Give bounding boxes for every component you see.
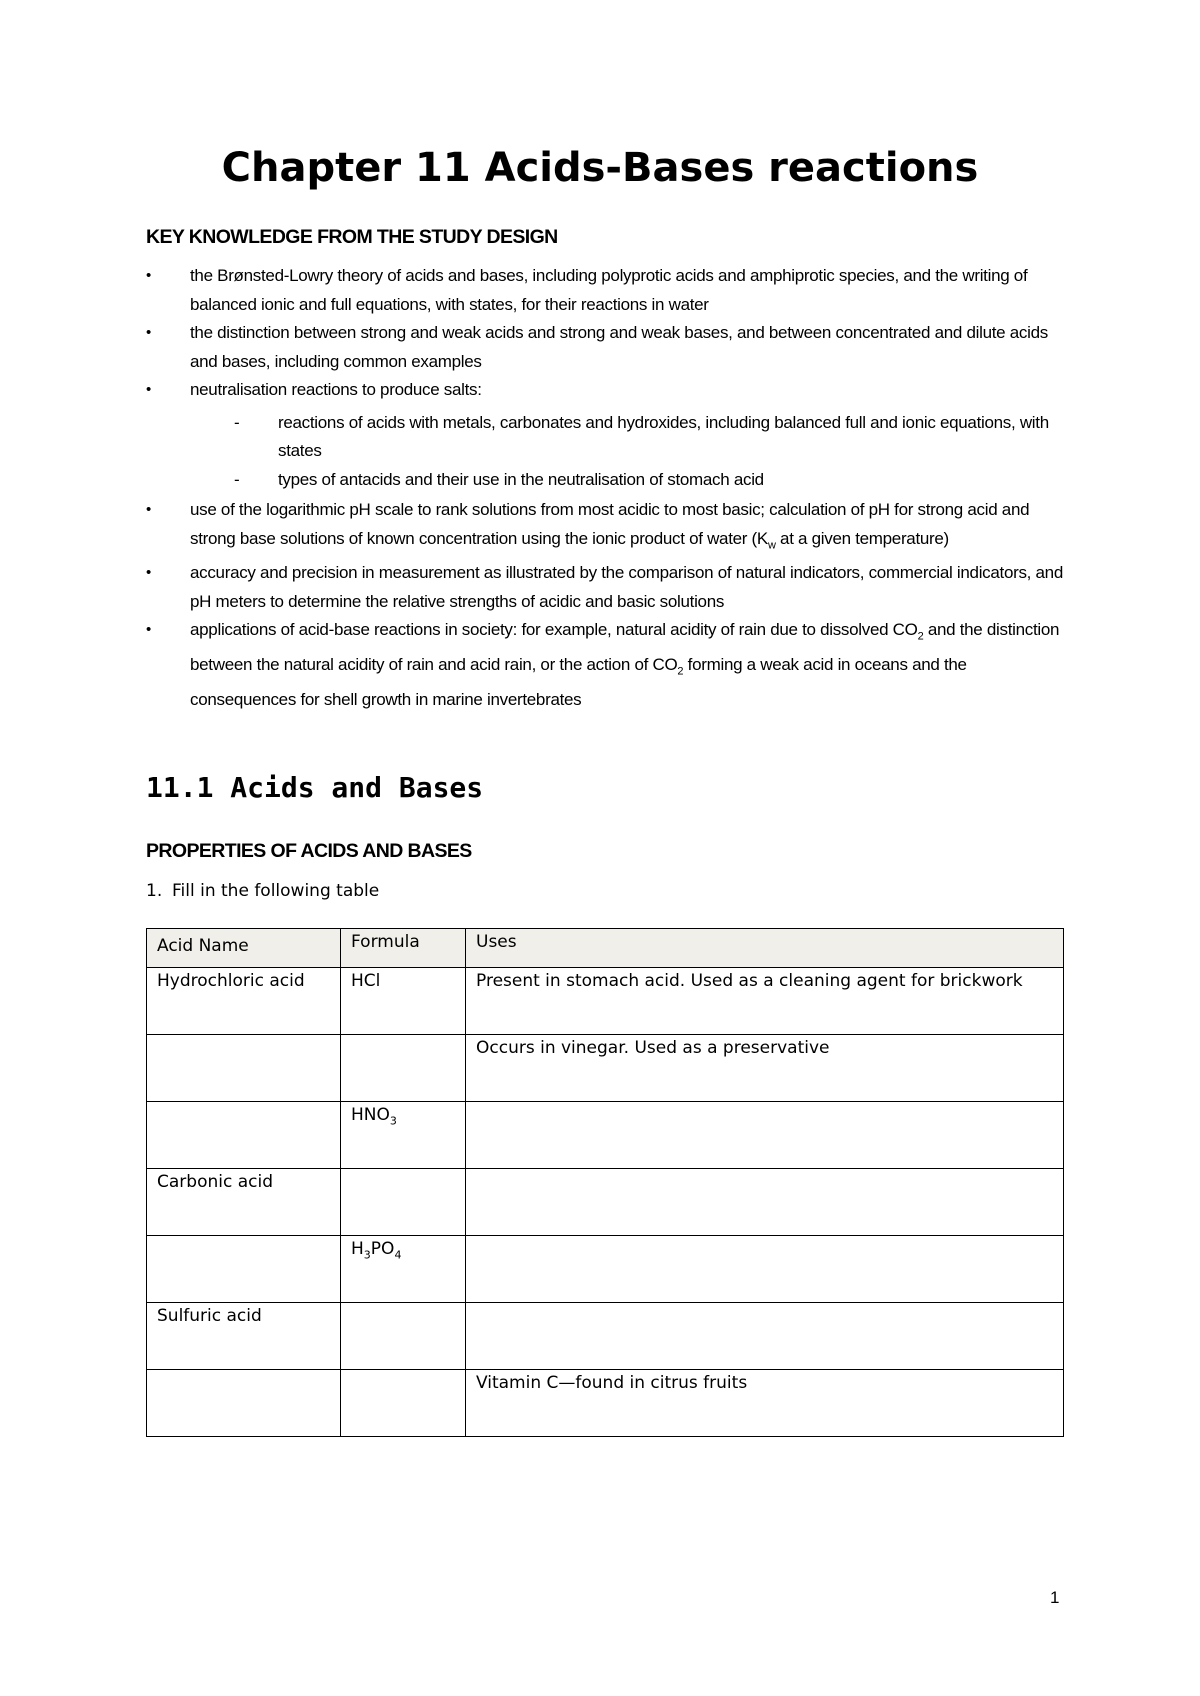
- section-title: 11.1 Acids and Bases: [146, 771, 484, 804]
- cell-uses[interactable]: Vitamin C—found in citrus fruits: [466, 1370, 1064, 1437]
- neutralisation-sublist: [190, 409, 1076, 495]
- instruction-text: Fill in the following table: [172, 881, 380, 901]
- list-item: [146, 496, 1076, 559]
- list-item-text: applications of acid-base reactions in society: for example, natural acidity of rain due to dissolved $CO_2$ and the distinction between the natural acidity of rain and acid rain, or the action of $CO_2$ forming a weak acid in oceans and the consequences for shell growth in marine invertebrates: [190, 620, 1060, 710]
- cell-acid-name[interactable]: Hydrochloric acid: [147, 968, 341, 1035]
- sub-list-item: [190, 466, 1076, 495]
- bullet-icon: •: [146, 621, 151, 639]
- column-header-uses: Uses: [466, 929, 1064, 968]
- table-row: [147, 1035, 1064, 1102]
- list-item-text: accuracy and precision in measurement as illustrated by the comparison of natural indicators, commercial indicators, and pH meters to determine the relative strengths of acidic and basic solutions: [190, 563, 1063, 611]
- cell-acid-name[interactable]: Carbonic acid: [147, 1169, 341, 1236]
- cell-acid-name[interactable]: [147, 1035, 341, 1102]
- cell-acid-name[interactable]: [147, 1236, 341, 1303]
- cell-formula[interactable]: [341, 1370, 466, 1437]
- dash-icon: -: [234, 412, 240, 432]
- cell-acid-name[interactable]: [147, 1102, 341, 1169]
- instruction-number: 1.: [146, 881, 163, 901]
- table-row: [147, 1303, 1064, 1370]
- list-item-text: neutralisation reactions to produce salts:: [190, 380, 482, 399]
- table-row: [147, 1102, 1064, 1169]
- bullet-icon: •: [146, 381, 151, 398]
- table-row: [147, 1236, 1064, 1303]
- list-item: [146, 262, 1076, 319]
- sub-list-item-text: types of antacids and their use in the neutralisation of stomach acid: [278, 469, 764, 489]
- instruction: [146, 878, 379, 904]
- subsection-heading: PROPERTIES OF ACIDS AND BASES: [146, 840, 472, 862]
- sub-list-item: [190, 409, 1076, 466]
- cell-uses[interactable]: [466, 1102, 1064, 1169]
- bullet-icon: •: [146, 324, 151, 341]
- column-header-formula: Formula: [341, 929, 466, 968]
- sub-list-item-text: reactions of acids with metals, carbonates and hydroxides, including balanced full and ionic equations, with states: [278, 412, 1049, 460]
- list-item-text: the Brønsted-Lowry theory of acids and bases, including polyprotic acids and amphiprotic species, and the writing of balanced ionic and full equations, with states, for their reactions in water: [190, 266, 1028, 314]
- cell-uses[interactable]: Occurs in vinegar. Used as a preservative: [466, 1035, 1064, 1102]
- cell-uses[interactable]: [466, 1236, 1064, 1303]
- list-item: [146, 616, 1076, 714]
- dash-icon: -: [234, 469, 240, 489]
- cell-acid-name[interactable]: Sulfuric acid: [147, 1303, 341, 1370]
- cell-formula[interactable]: [341, 1035, 466, 1102]
- list-item: [146, 319, 1076, 376]
- cell-formula[interactable]: $H_3PO_4$: [341, 1236, 466, 1303]
- table-row: [147, 1169, 1064, 1236]
- list-item: [146, 376, 1076, 494]
- key-knowledge-heading: KEY KNOWLEDGE FROM THE STUDY DESIGN: [146, 226, 558, 248]
- bullet-icon: •: [146, 501, 151, 518]
- column-header-acid-name: Acid Name: [147, 929, 341, 968]
- list-item-text: the distinction between strong and weak acids and strong and weak bases, and between concentrated and dilute acids and bases, including common examples: [190, 323, 1048, 371]
- table-row: [147, 968, 1064, 1035]
- cell-uses[interactable]: [466, 1303, 1064, 1370]
- page-number: 1: [1050, 1588, 1060, 1607]
- cell-formula[interactable]: [341, 1303, 466, 1370]
- cell-uses[interactable]: [466, 1169, 1064, 1236]
- bullet-icon: •: [146, 267, 151, 284]
- key-knowledge-list: [146, 262, 1076, 715]
- table-header-row: [147, 929, 1064, 968]
- cell-formula[interactable]: HCl: [341, 968, 466, 1035]
- cell-formula[interactable]: [341, 1169, 466, 1236]
- acids-table: [146, 928, 1064, 1437]
- cell-acid-name[interactable]: [147, 1370, 341, 1437]
- cell-formula[interactable]: $HNO_3$: [341, 1102, 466, 1169]
- list-item: [146, 559, 1076, 616]
- chapter-title: Chapter 11 Acids-Bases reactions: [221, 145, 979, 191]
- table-row: [147, 1370, 1064, 1437]
- bullet-icon: •: [146, 564, 151, 582]
- list-item-text: use of the logarithmic pH scale to rank solutions from most acidic to most basic; calculation of pH for strong acid and strong base solutions of known concentration using the ionic product of water ($K_w$ at a given temperature): [190, 500, 1030, 551]
- cell-uses[interactable]: Present in stomach acid. Used as a cleaning agent for brickwork: [466, 968, 1064, 1035]
